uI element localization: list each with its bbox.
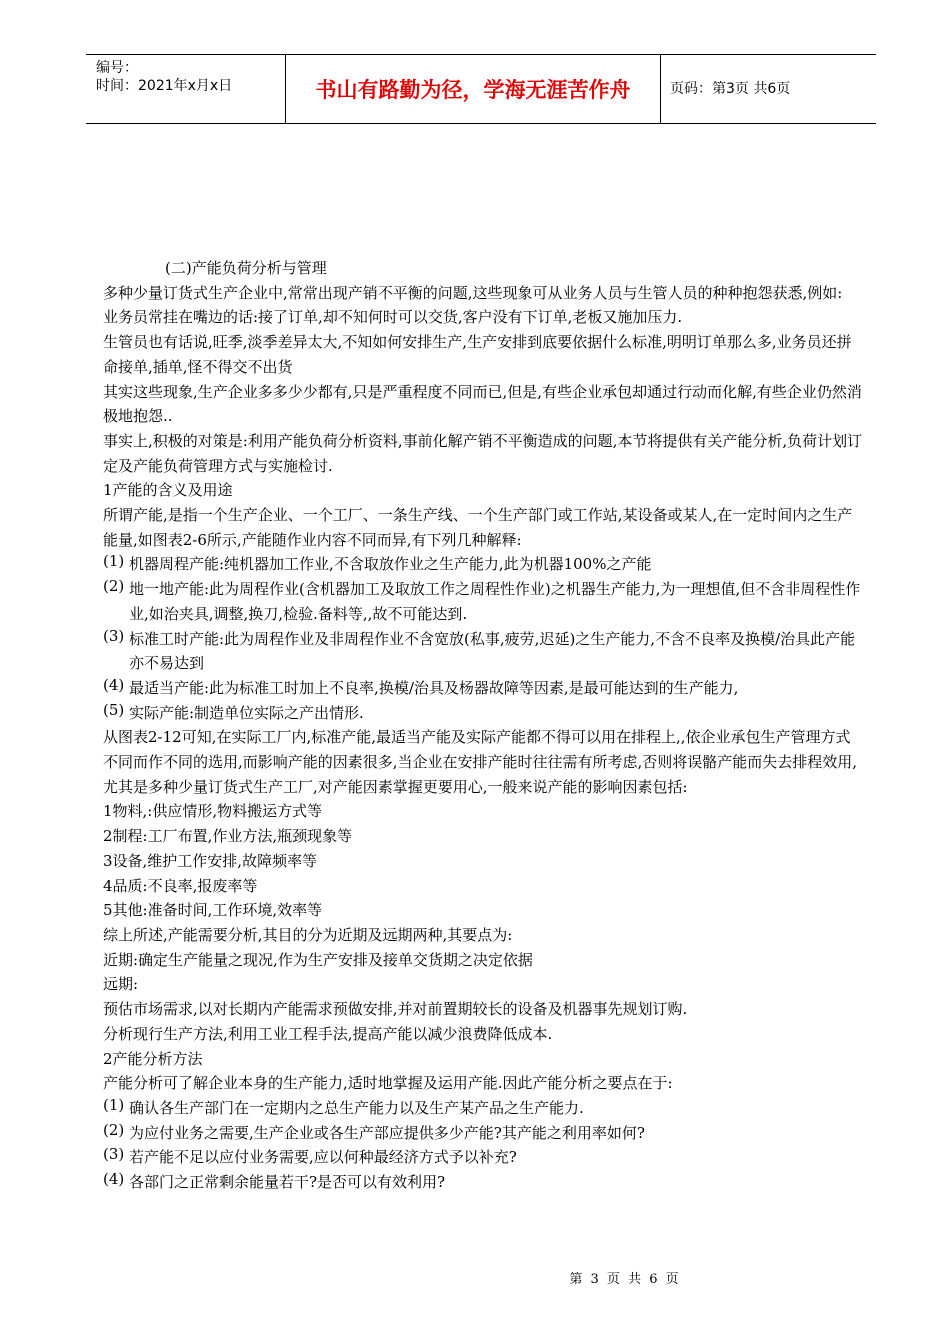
paragraph: 预估市场需求,以对长期内产能需求预做安排,并对前置期较长的设备及机器事先规划订购. <box>103 1000 688 1019</box>
paragraph: 近期:确定生产能量之现况,作为生产安排及接单交货期之决定依据 <box>103 950 533 969</box>
factor-item: 2制程:工厂布置,作业方法,瓶颈现象等 <box>103 827 353 846</box>
factor-item: 1物料,:供应情形,物料搬运方式等 <box>103 802 323 821</box>
item-number: (1) <box>103 552 125 571</box>
paragraph: 分析现行生产方法,利用工业工程手法,提高产能以减少浪费降低成本. <box>103 1024 553 1043</box>
paragraph: 其实这些现象,生产企业多多少少都有,只是严重程度不同而已,但是,有些企业承包却通过行动而化解,有些企业仍然消极地抱怨.. <box>103 382 862 426</box>
page-number-label: 页码：第3页 共6页 <box>670 81 791 97</box>
page-header <box>86 54 876 124</box>
motto-text: 书山有路勤为径，学海无涯苦作舟 <box>315 78 631 102</box>
analysis-point <box>103 1170 863 1195</box>
item-number: (2) <box>103 1120 125 1139</box>
header-motto-cell <box>285 55 661 123</box>
paragraph: 生管员也有话说,旺季,淡季差异太大,不知如何安排生产,生产安排到底要依据什么标准,明明订单那么多,业务员还拼命接单,插单,怪不得交不出货 <box>103 333 852 376</box>
document-body <box>103 256 863 1195</box>
header-left-cell <box>86 55 285 123</box>
item-number: (3) <box>103 626 125 645</box>
factor-item: 3设备,维护工作安排,故障频率等 <box>103 851 318 870</box>
item-number: (5) <box>103 700 125 719</box>
definition-item <box>103 627 863 676</box>
paragraph: 事实上,积极的对策是:利用产能负荷分析资料,事前化解产销不平衡造成的问题,本节将提供有关产能分析,负荷计划订定及产能负荷管理方式与实施检讨. <box>103 431 863 475</box>
item-text: 地一地产能:此为周程作业(含机器加工及取放工作之周程性作业)之机器生产能力,为一理想值,但不含非周程性作业,如治夹具,调整,换刀,检验.备料等,,故不可能达到. <box>129 580 861 623</box>
item-number: (3) <box>103 1145 125 1164</box>
analysis-point <box>103 1121 863 1146</box>
subheading: 2产能分析方法 <box>103 1049 203 1068</box>
analysis-point <box>103 1145 863 1170</box>
subheading: 1产能的含义及用途 <box>103 481 233 500</box>
date-label: 时间：2021年x月x日 <box>96 78 233 94</box>
paragraph: 所谓产能,是指一个生产企业、一个工厂、一条生产线、一个生产部门或工作站,某设备或某人,在一定时间内之生产能量,如图表2-6所示,产能随作业内容不同而异,有下列几种解释: <box>103 506 853 549</box>
item-text: 为应付业务之需要,生产企业或各生产部应提供多少产能?其产能之利用率如何? <box>129 1123 645 1142</box>
factor-item: 5其他:准备时间,工作环境,效率等 <box>103 901 323 920</box>
definition-item <box>103 552 863 577</box>
item-text: 各部门之正常剩余能量若干?是否可以有效利用? <box>129 1173 446 1192</box>
paragraph: 远期: <box>103 975 139 994</box>
paragraph: 产能分析可了解企业本身的生产能力,适时地掌握及运用产能.因此产能分析之要点在于: <box>103 1074 673 1093</box>
item-text: 若产能不足以应付业务需要,应以何种最经济方式予以补充? <box>129 1148 517 1167</box>
definition-item <box>103 577 863 626</box>
factor-item: 4品质:不良率,报废率等 <box>103 876 258 895</box>
item-number: (4) <box>103 675 125 694</box>
header-right-cell <box>660 55 876 123</box>
definition-item <box>103 701 863 726</box>
item-number: (4) <box>103 1170 125 1189</box>
item-text: 机器周程产能:纯机器加工作业,不含取放作业之生产能力,此为机器100%之产能 <box>129 555 652 574</box>
analysis-point <box>103 1096 863 1121</box>
section-title: (二)产能负荷分析与管理 <box>165 259 327 277</box>
item-text: 最适当产能:此为标准工时加上不良率,换模/治具及杨器故障等因素,是最可能达到的生产能力, <box>129 678 739 697</box>
paragraph: 从图表2-12可知,在实际工厂内,标准产能,最适当产能及实际产能都不得可以用在排程上,,依企业承包生产管理方式不同而作不同的选用,而影响产能的因素很多,当企业在安排产能时往往需有所考虑,否则将误骼产能而失去排程效用,尤其是多种少量订货式生产工厂,对产能因素掌握更要用心,一般来说产能的影响因素包括: <box>103 728 858 796</box>
page-footer: 第 3 页 共 6 页 <box>569 1272 681 1287</box>
paragraph: 多种少量订货式生产企业中,常常出现产销不平衡的问题,这些现象可从业务人员与生管人员的种种抱怨获悉,例如: <box>103 283 843 302</box>
item-number: (1) <box>103 1095 125 1114</box>
item-text: 实际产能:制造单位实际之产出情形. <box>129 703 364 722</box>
item-number: (2) <box>103 577 125 596</box>
paragraph: 业务员常挂在嘴边的话:接了订单,却不知何时可以交货,客户没有下订单,老板又施加压力. <box>103 308 683 327</box>
definition-item <box>103 676 863 701</box>
item-text: 确认各生产部门在一定期内之总生产能力以及生产某产品之生产能力. <box>129 1098 584 1117</box>
paragraph: 综上所述,产能需要分析,其目的分为近期及远期两种,其要点为: <box>103 925 513 944</box>
item-text: 标准工时产能:此为周程作业及非周程作业不含宽放(私事,疲劳,迟延)之生产能力,不含不良率及换模/治具此产能亦不易达到 <box>129 629 856 673</box>
serial-label: 编号： <box>96 60 138 76</box>
